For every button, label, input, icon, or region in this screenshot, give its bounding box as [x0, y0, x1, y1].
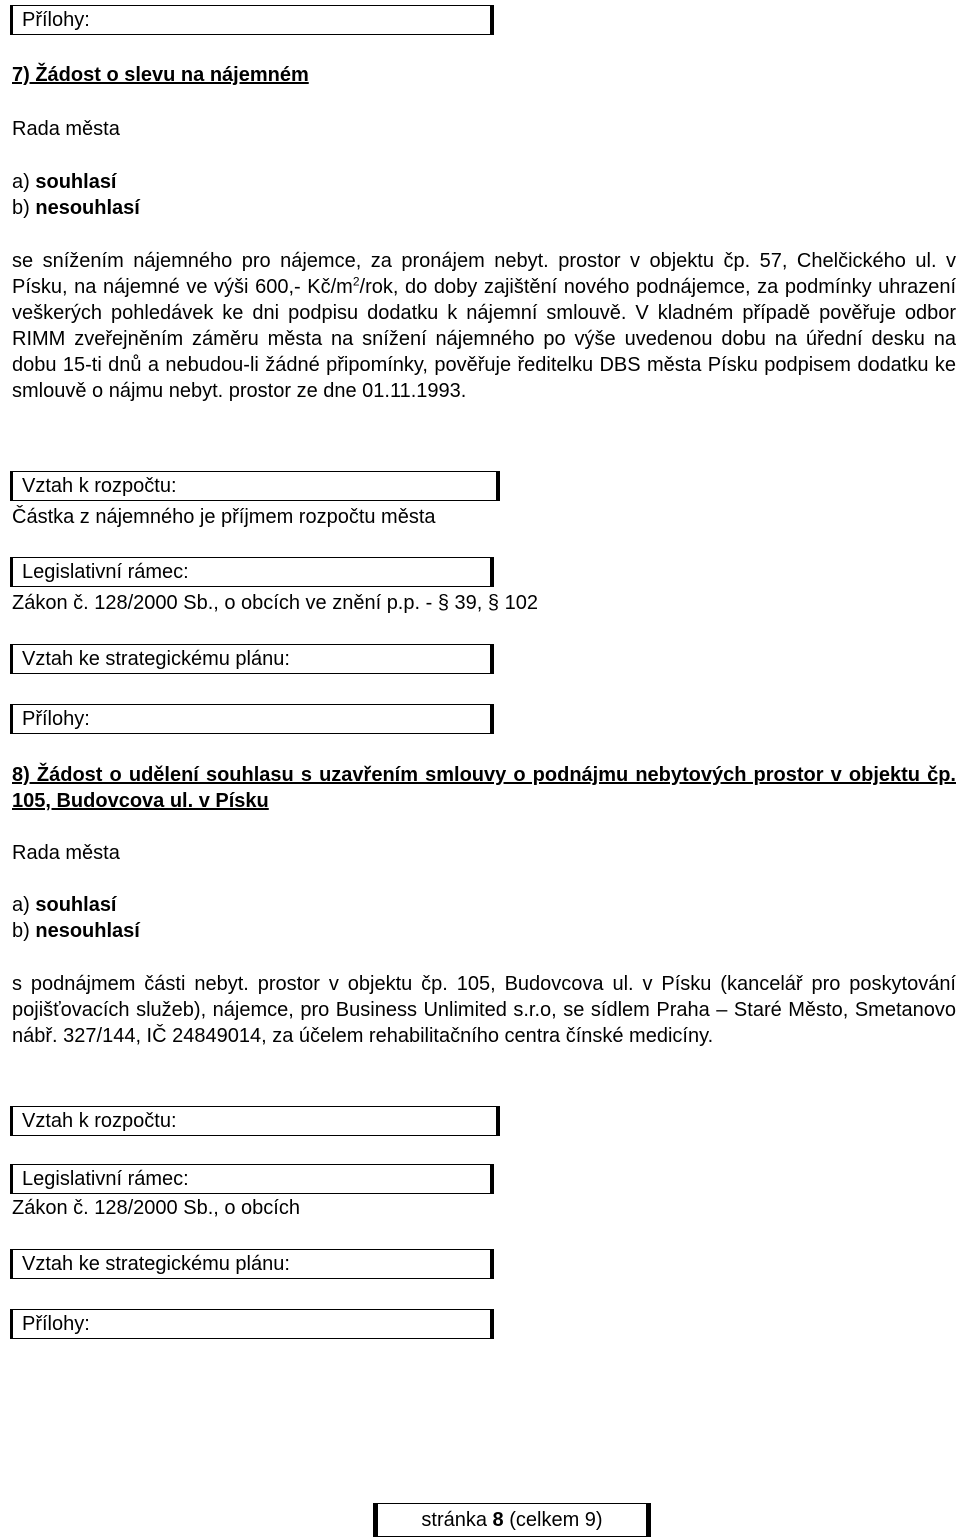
- legal-text: Zákon č. 128/2000 Sb., o obcích ve znění p.p. -: [12, 592, 433, 614]
- item8-strategy-box: [10, 1249, 494, 1279]
- item7-council: Rada města: [12, 118, 120, 140]
- page-prefix: stránka: [421, 1509, 487, 1531]
- item7-option-b: [12, 196, 140, 220]
- option-a-prefix: a): [12, 894, 30, 916]
- paragraph-sign: §: [437, 592, 449, 614]
- item7-strategy-box: [10, 644, 494, 674]
- attachments-box-top: [10, 5, 494, 35]
- legal-label: Legislativní rámec:: [22, 1168, 189, 1190]
- option-b-word: nesouhlasí: [35, 197, 140, 219]
- budget-label: Vztah k rozpočtu:: [22, 475, 177, 497]
- attachments-label: Přílohy:: [22, 708, 90, 730]
- option-a-prefix: a): [12, 171, 30, 193]
- superscript-2: 2: [352, 274, 360, 289]
- item7-resolution-text: [12, 248, 956, 404]
- item7-budget-text: Částka z nájemného je příjmem rozpočtu města: [12, 506, 436, 528]
- attachments-label: Přílohy:: [22, 1313, 90, 1335]
- item8-legal-text: Zákon č. 128/2000 Sb., o obcích: [12, 1197, 300, 1219]
- item8-title: 8) Žádost o udělení souhlasu s uzavřením smlouvy o podnájmu nebytových prostor v objektu čp. 105, Budovcova ul. v Písku: [12, 764, 956, 812]
- option-a-word: souhlasí: [35, 894, 117, 916]
- item7-title: 7) Žádost o slevu na nájemném: [12, 64, 309, 86]
- item7-budget-box: [10, 471, 500, 501]
- item8-option-b: [12, 919, 140, 943]
- item8-resolution-text: s podnájmem části nebyt. prostor v objektu čp. 105, Budovcova ul. v Písku (kancelář pro poskytování pojišťovacích služeb), nájemce, pro Business Unlimited s.r.o, se sídlem Praha – Staré Město, Smetanovo nábř. 327/144, IČ 24849014, za účelem rehabilitačního centra čínské medicíny.: [12, 973, 956, 1047]
- item8-legal-box: [10, 1164, 494, 1194]
- item8-option-a: [12, 893, 117, 917]
- item7-legal-box: [10, 557, 494, 587]
- item8-attachments-box: [10, 1309, 494, 1339]
- legal-number: 39,: [454, 592, 483, 614]
- attachments-label: Přílohy:: [22, 9, 90, 31]
- item7-legal-text: [12, 591, 538, 615]
- page-indicator: [373, 1503, 651, 1537]
- item7-option-a: [12, 170, 117, 194]
- resolution-text-part1: se snížením nájemného pro nájemce, za pronájem nebyt. prostor v objektu čp. 57, Chelčického ul. v Písku, na nájemné ve výši 600,- Kč/m: [12, 250, 956, 298]
- strategy-label: Vztah ke strategickému plánu:: [22, 648, 290, 670]
- strategy-label: Vztah ke strategickému plánu:: [22, 1253, 290, 1275]
- page-total: (celkem 9): [509, 1509, 603, 1531]
- option-b-prefix: b): [12, 920, 30, 942]
- legal-number: 102: [504, 592, 538, 614]
- item7-attachments-box: [10, 704, 494, 734]
- item8-council: Rada města: [12, 842, 120, 864]
- paragraph-sign: §: [487, 592, 500, 614]
- legal-label: Legislativní rámec:: [22, 561, 189, 583]
- item8-budget-box: [10, 1106, 500, 1136]
- option-a-word: souhlasí: [35, 171, 117, 193]
- budget-label: Vztah k rozpočtu:: [22, 1110, 177, 1132]
- page-number: 8: [492, 1509, 504, 1531]
- option-b-word: nesouhlasí: [35, 920, 140, 942]
- option-b-prefix: b): [12, 197, 30, 219]
- resolution-text-part2: /rok, do doby zajištění nového podnájemce, za podmínky uhrazení veškerých pohledávek ke dni podpisu dodatku k nájemní smlouvě. V kladném případě pověřuje odbor RIMM zveřejněním záměru města na snížení nájemného po výše uvedenou dobu na úřední desku na dobu 15-ti dnů a nebudou-li žádné připomínky, pověřuje ředitelku DBS města Písku podpisem dodatku ke smlouvě o nájmu nebyt. prostor ze dne 01.11.1993.: [12, 276, 956, 402]
